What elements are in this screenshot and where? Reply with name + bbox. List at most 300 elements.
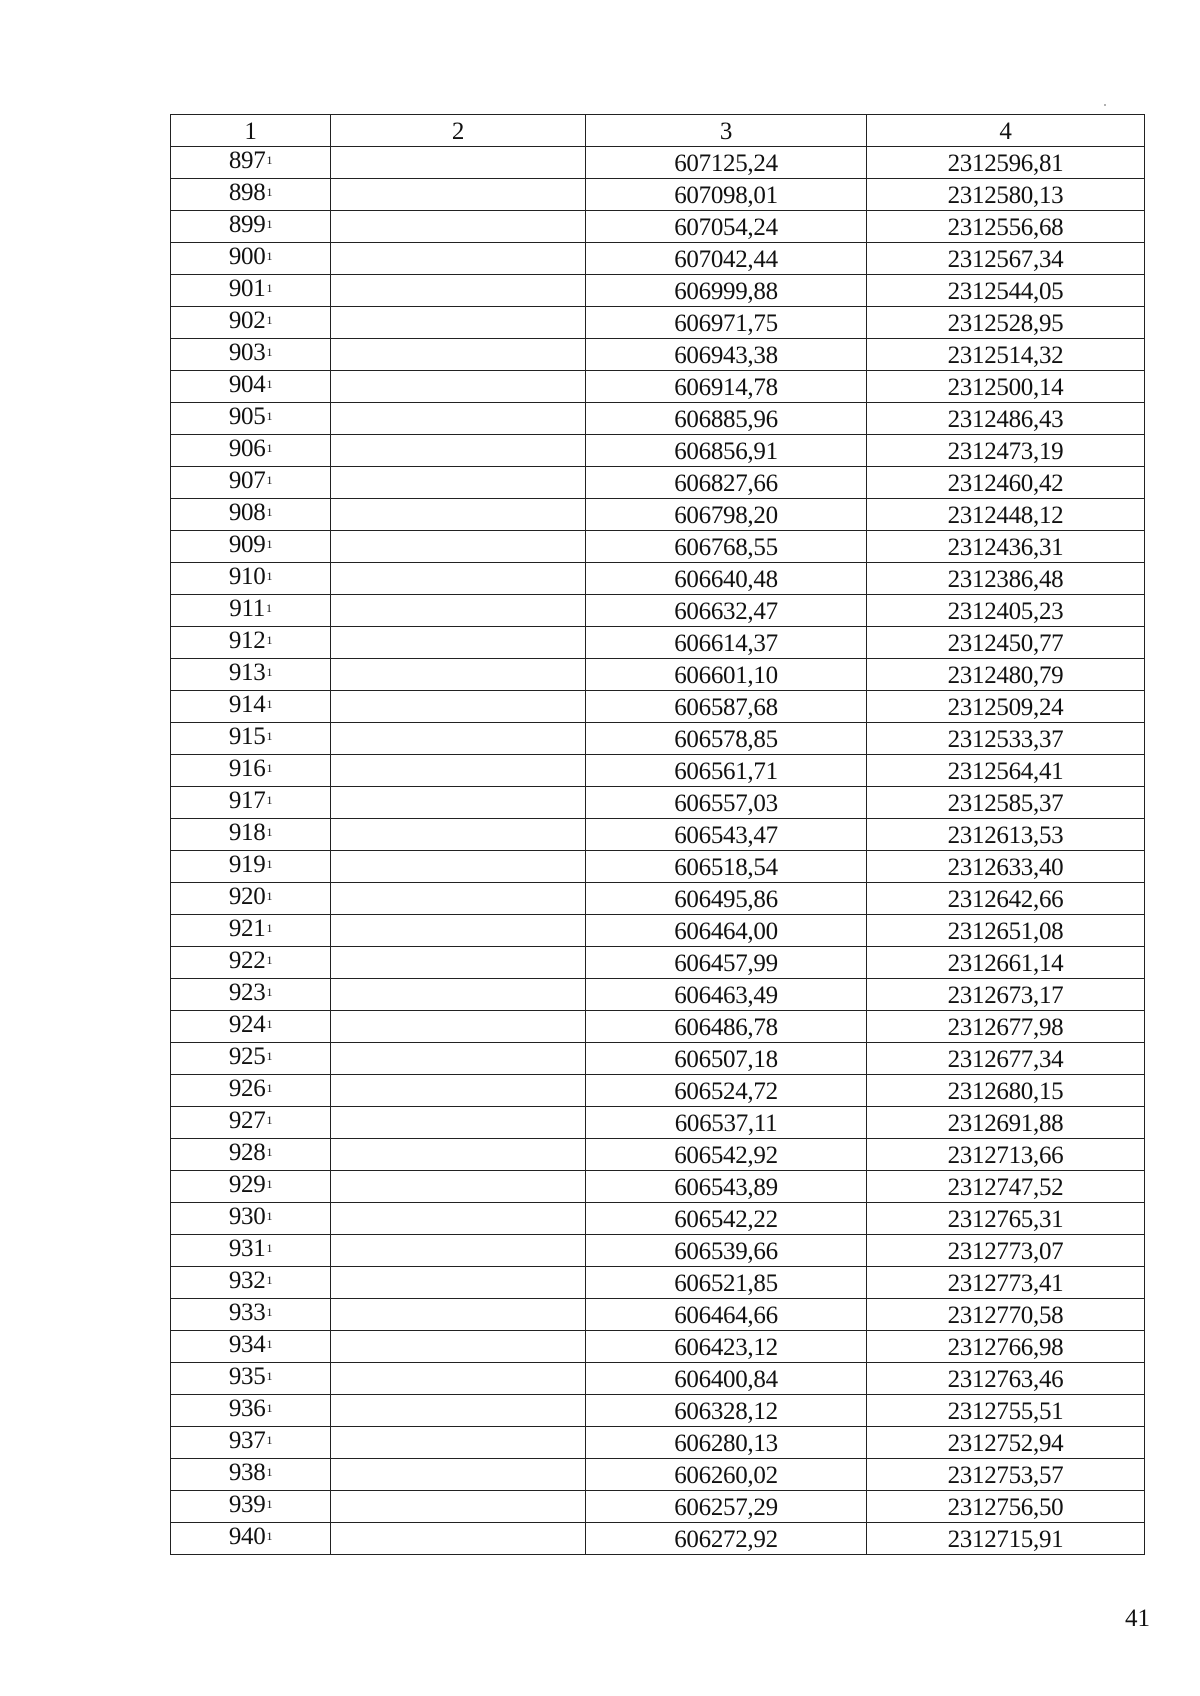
point-number-superscript: 1: [266, 985, 273, 999]
point-number: 929: [228, 1171, 266, 1198]
point-number: 902: [228, 307, 266, 334]
page-number: 41: [1125, 1605, 1150, 1632]
x-coordinate-cell: 606640,48: [586, 563, 867, 595]
table-row: [171, 723, 1145, 755]
point-number-superscript: 1: [266, 441, 273, 455]
point-number-superscript: 1: [266, 857, 273, 871]
col2-cell: [331, 1107, 586, 1139]
point-number-cell: [171, 627, 331, 659]
table-row: [171, 531, 1145, 563]
col2-cell: [331, 339, 586, 371]
x-coordinate-cell: 606457,99: [586, 947, 867, 979]
col2-cell: [331, 1459, 586, 1491]
point-number-superscript: 1: [266, 1081, 273, 1095]
point-number: 899: [228, 211, 266, 238]
point-number-superscript: 1: [266, 537, 273, 551]
point-number-cell: [171, 211, 331, 243]
point-number: 914: [228, 691, 266, 718]
x-coordinate-cell: 606423,12: [586, 1331, 867, 1363]
table-row: [171, 1395, 1145, 1427]
col2-cell: [331, 1395, 586, 1427]
point-number-cell: [171, 563, 331, 595]
x-coordinate-cell: 606539,66: [586, 1235, 867, 1267]
table-row: [171, 851, 1145, 883]
point-number: 904: [228, 371, 266, 398]
y-coordinate-cell: 2312766,98: [867, 1331, 1145, 1363]
point-number-cell: [171, 1267, 331, 1299]
y-coordinate-cell: 2312661,14: [867, 947, 1145, 979]
point-number-cell: [171, 467, 331, 499]
point-number-superscript: 1: [266, 1369, 273, 1383]
col2-cell: [331, 1299, 586, 1331]
col2-cell: [331, 691, 586, 723]
table-row: [171, 307, 1145, 339]
point-number-superscript: 1: [266, 1049, 273, 1063]
point-number-cell: [171, 1363, 331, 1395]
col2-cell: [331, 435, 586, 467]
y-coordinate-cell: 2312596,81: [867, 147, 1145, 179]
point-number: 936: [228, 1395, 266, 1422]
point-number: 921: [228, 915, 266, 942]
col2-cell: [331, 531, 586, 563]
col2-cell: [331, 1523, 586, 1555]
point-number-superscript: 1: [266, 569, 273, 583]
point-number-cell: [171, 1395, 331, 1427]
point-number-superscript: 1: [266, 249, 273, 263]
point-number: 916: [228, 755, 266, 782]
x-coordinate-cell: 606587,68: [586, 691, 867, 723]
table-row: [171, 1011, 1145, 1043]
col2-cell: [331, 915, 586, 947]
x-coordinate-cell: 606542,92: [586, 1139, 867, 1171]
x-coordinate-cell: 606943,38: [586, 339, 867, 371]
x-coordinate-cell: 606400,84: [586, 1363, 867, 1395]
point-number-cell: [171, 915, 331, 947]
col2-cell: [331, 467, 586, 499]
point-number-cell: [171, 1459, 331, 1491]
point-number-superscript: 1: [266, 217, 273, 231]
col2-cell: [331, 1427, 586, 1459]
y-coordinate-cell: 2312642,66: [867, 883, 1145, 915]
point-number: 924: [228, 1011, 266, 1038]
col2-cell: [331, 243, 586, 275]
y-coordinate-cell: 2312753,57: [867, 1459, 1145, 1491]
y-coordinate-cell: 2312436,31: [867, 531, 1145, 563]
point-number: 907: [228, 467, 266, 494]
x-coordinate-cell: 606856,91: [586, 435, 867, 467]
point-number-superscript: 1: [266, 505, 273, 519]
table-row: [171, 1171, 1145, 1203]
point-number: 932: [228, 1267, 266, 1294]
x-coordinate-cell: 606561,71: [586, 755, 867, 787]
point-number-superscript: 1: [266, 1209, 273, 1223]
table-row: [171, 1267, 1145, 1299]
point-number: 926: [228, 1075, 266, 1102]
y-coordinate-cell: 2312500,14: [867, 371, 1145, 403]
x-coordinate-cell: 606542,22: [586, 1203, 867, 1235]
col2-cell: [331, 1363, 586, 1395]
x-coordinate-cell: 606507,18: [586, 1043, 867, 1075]
x-coordinate-cell: 606272,92: [586, 1523, 867, 1555]
x-coordinate-cell: 606601,10: [586, 659, 867, 691]
point-number-cell: [171, 851, 331, 883]
x-coordinate-cell: 606537,11: [586, 1107, 867, 1139]
table-row: [171, 819, 1145, 851]
point-number-cell: [171, 1171, 331, 1203]
point-number-superscript: 1: [266, 1305, 273, 1319]
point-number: 913: [228, 659, 266, 686]
point-number: 897: [228, 147, 266, 174]
point-number: 910: [228, 563, 266, 590]
col2-cell: [331, 851, 586, 883]
point-number-cell: [171, 659, 331, 691]
point-number: 912: [228, 627, 266, 654]
point-number: 938: [228, 1459, 266, 1486]
y-coordinate-cell: 2312755,51: [867, 1395, 1145, 1427]
col2-cell: [331, 307, 586, 339]
point-number-superscript: 1: [266, 921, 273, 935]
point-number-cell: [171, 883, 331, 915]
point-number-cell: [171, 595, 331, 627]
table-row: [171, 1363, 1145, 1395]
y-coordinate-cell: 2312770,58: [867, 1299, 1145, 1331]
x-coordinate-cell: 606524,72: [586, 1075, 867, 1107]
col2-cell: [331, 947, 586, 979]
point-number-superscript: 1: [266, 1113, 273, 1127]
point-number-superscript: 1: [266, 345, 273, 359]
point-number-superscript: 1: [266, 825, 273, 839]
table-row: [171, 275, 1145, 307]
point-number-cell: [171, 755, 331, 787]
point-number-cell: [171, 691, 331, 723]
col2-cell: [331, 883, 586, 915]
point-number-superscript: 1: [266, 1497, 273, 1511]
point-number: 928: [228, 1139, 266, 1166]
point-number-cell: [171, 243, 331, 275]
col2-cell: [331, 1331, 586, 1363]
table-row: [171, 1235, 1145, 1267]
point-number: 922: [228, 947, 266, 974]
x-coordinate-cell: 606518,54: [586, 851, 867, 883]
table-row: [171, 1203, 1145, 1235]
table-row: [171, 787, 1145, 819]
col2-cell: [331, 563, 586, 595]
point-number: 925: [228, 1043, 266, 1070]
y-coordinate-cell: 2312405,23: [867, 595, 1145, 627]
col2-cell: [331, 499, 586, 531]
point-number: 919: [228, 851, 266, 878]
table-row: [171, 1043, 1145, 1075]
y-coordinate-cell: 2312673,17: [867, 979, 1145, 1011]
point-number-superscript: 1: [266, 313, 273, 327]
x-coordinate-cell: 606971,75: [586, 307, 867, 339]
y-coordinate-cell: 2312747,52: [867, 1171, 1145, 1203]
header-col-2: 2: [331, 115, 586, 147]
y-coordinate-cell: 2312613,53: [867, 819, 1145, 851]
y-coordinate-cell: 2312533,37: [867, 723, 1145, 755]
y-coordinate-cell: 2312756,50: [867, 1491, 1145, 1523]
col2-cell: [331, 1011, 586, 1043]
point-number-superscript: 1: [266, 1337, 273, 1351]
point-number-superscript: 1: [266, 793, 273, 807]
y-coordinate-cell: 2312509,24: [867, 691, 1145, 723]
x-coordinate-cell: 606280,13: [586, 1427, 867, 1459]
point-number: 920: [228, 883, 266, 910]
y-coordinate-cell: 2312680,15: [867, 1075, 1145, 1107]
col2-cell: [331, 403, 586, 435]
table-row: [171, 979, 1145, 1011]
table-row: [171, 659, 1145, 691]
x-coordinate-cell: 606521,85: [586, 1267, 867, 1299]
point-number-cell: [171, 819, 331, 851]
point-number: 931: [228, 1235, 266, 1262]
table-row: [171, 435, 1145, 467]
y-coordinate-cell: 2312544,05: [867, 275, 1145, 307]
col2-cell: [331, 211, 586, 243]
table-row: [171, 1459, 1145, 1491]
point-number-superscript: 1: [266, 1241, 273, 1255]
col2-cell: [331, 787, 586, 819]
point-number: 934: [228, 1331, 266, 1358]
table-row: [171, 1139, 1145, 1171]
point-number-cell: [171, 307, 331, 339]
point-number: 940: [228, 1523, 266, 1550]
y-coordinate-cell: 2312773,41: [867, 1267, 1145, 1299]
x-coordinate-cell: 606463,49: [586, 979, 867, 1011]
col2-cell: [331, 723, 586, 755]
x-coordinate-cell: 606798,20: [586, 499, 867, 531]
point-number: 898: [228, 179, 266, 206]
point-number-cell: [171, 947, 331, 979]
point-number-superscript: 1: [266, 1433, 273, 1447]
x-coordinate-cell: 606543,89: [586, 1171, 867, 1203]
point-number-cell: [171, 1107, 331, 1139]
y-coordinate-cell: 2312763,46: [867, 1363, 1145, 1395]
point-number-superscript: 1: [266, 889, 273, 903]
point-number-cell: [171, 339, 331, 371]
y-coordinate-cell: 2312580,13: [867, 179, 1145, 211]
table-row: [171, 371, 1145, 403]
point-number-cell: [171, 1235, 331, 1267]
header-col-1: 1: [171, 115, 331, 147]
x-coordinate-cell: 606999,88: [586, 275, 867, 307]
table-row: [171, 947, 1145, 979]
point-number: 939: [228, 1491, 266, 1518]
table-row: [171, 467, 1145, 499]
table-row: [171, 915, 1145, 947]
x-coordinate-cell: 606578,85: [586, 723, 867, 755]
point-number-cell: [171, 371, 331, 403]
point-number-cell: [171, 403, 331, 435]
point-number-cell: [171, 531, 331, 563]
point-number: 927: [228, 1107, 266, 1134]
x-coordinate-cell: 606543,47: [586, 819, 867, 851]
col2-cell: [331, 1235, 586, 1267]
col2-cell: [331, 979, 586, 1011]
x-coordinate-cell: 607098,01: [586, 179, 867, 211]
table-header-row: [171, 115, 1145, 147]
x-coordinate-cell: 606614,37: [586, 627, 867, 659]
col2-cell: [331, 627, 586, 659]
header-col-4: 4: [867, 115, 1145, 147]
point-number-cell: [171, 499, 331, 531]
header-col-3: 3: [586, 115, 867, 147]
table-row: [171, 755, 1145, 787]
point-number: 937: [228, 1427, 266, 1454]
col2-cell: [331, 1171, 586, 1203]
y-coordinate-cell: 2312448,12: [867, 499, 1145, 531]
point-number-superscript: 1: [266, 1529, 273, 1543]
table-row: [171, 211, 1145, 243]
point-number-cell: [171, 179, 331, 211]
table-row: [171, 179, 1145, 211]
point-number-cell: [171, 1043, 331, 1075]
col2-cell: [331, 371, 586, 403]
y-coordinate-cell: 2312752,94: [867, 1427, 1145, 1459]
point-number-superscript: 1: [266, 281, 273, 295]
y-coordinate-cell: 2312633,40: [867, 851, 1145, 883]
col2-cell: [331, 819, 586, 851]
point-number-superscript: 1: [266, 697, 273, 711]
point-number-superscript: 1: [266, 473, 273, 487]
point-number: 930: [228, 1203, 266, 1230]
col2-cell: [331, 147, 586, 179]
scan-speck: [1104, 104, 1106, 106]
table-row: [171, 883, 1145, 915]
table-row: [171, 1075, 1145, 1107]
col2-cell: [331, 1203, 586, 1235]
x-coordinate-cell: 606464,00: [586, 915, 867, 947]
x-coordinate-cell: 606486,78: [586, 1011, 867, 1043]
x-coordinate-cell: 606464,66: [586, 1299, 867, 1331]
x-coordinate-cell: 606260,02: [586, 1459, 867, 1491]
y-coordinate-cell: 2312713,66: [867, 1139, 1145, 1171]
table-row: [171, 1523, 1145, 1555]
point-number-cell: [171, 1523, 331, 1555]
point-number: 905: [228, 403, 266, 430]
point-number-cell: [171, 787, 331, 819]
point-number: 935: [228, 1363, 266, 1390]
point-number-cell: [171, 1011, 331, 1043]
point-number-superscript: 1: [266, 665, 273, 679]
point-number-superscript: 1: [266, 409, 273, 423]
col2-cell: [331, 1267, 586, 1299]
col2-cell: [331, 1491, 586, 1523]
point-number-cell: [171, 1427, 331, 1459]
table-row: [171, 243, 1145, 275]
point-number-cell: [171, 979, 331, 1011]
y-coordinate-cell: 2312460,42: [867, 467, 1145, 499]
table-row: [171, 627, 1145, 659]
y-coordinate-cell: 2312486,43: [867, 403, 1145, 435]
y-coordinate-cell: 2312450,77: [867, 627, 1145, 659]
x-coordinate-cell: 606632,47: [586, 595, 867, 627]
x-coordinate-cell: 606914,78: [586, 371, 867, 403]
point-number-cell: [171, 1299, 331, 1331]
x-coordinate-cell: 606885,96: [586, 403, 867, 435]
y-coordinate-cell: 2312585,37: [867, 787, 1145, 819]
point-number-cell: [171, 275, 331, 307]
table-row: [171, 339, 1145, 371]
y-coordinate-cell: 2312715,91: [867, 1523, 1145, 1555]
x-coordinate-cell: 606257,29: [586, 1491, 867, 1523]
x-coordinate-cell: 607042,44: [586, 243, 867, 275]
point-number-superscript: 1: [266, 633, 273, 647]
x-coordinate-cell: 606557,03: [586, 787, 867, 819]
point-number-cell: [171, 1203, 331, 1235]
point-number: 900: [228, 243, 266, 270]
point-number-superscript: 1: [266, 1177, 273, 1191]
col2-cell: [331, 275, 586, 307]
y-coordinate-cell: 2312567,34: [867, 243, 1145, 275]
col2-cell: [331, 755, 586, 787]
x-coordinate-cell: 607054,24: [586, 211, 867, 243]
table-row: [171, 403, 1145, 435]
y-coordinate-cell: 2312691,88: [867, 1107, 1145, 1139]
col2-cell: [331, 1075, 586, 1107]
y-coordinate-cell: 2312514,32: [867, 339, 1145, 371]
point-number-superscript: 1: [266, 185, 273, 199]
point-number-superscript: 1: [265, 601, 272, 615]
point-number: 917: [228, 787, 266, 814]
col2-cell: [331, 1139, 586, 1171]
y-coordinate-cell: 2312651,08: [867, 915, 1145, 947]
y-coordinate-cell: 2312773,07: [867, 1235, 1145, 1267]
table-row: [171, 563, 1145, 595]
x-coordinate-cell: 606768,55: [586, 531, 867, 563]
coordinates-table: [170, 114, 1145, 1555]
point-number-superscript: 1: [266, 1145, 273, 1159]
x-coordinate-cell: 606495,86: [586, 883, 867, 915]
x-coordinate-cell: 606827,66: [586, 467, 867, 499]
point-number-superscript: 1: [266, 1273, 273, 1287]
x-coordinate-cell: 607125,24: [586, 147, 867, 179]
table-row: [171, 1427, 1145, 1459]
y-coordinate-cell: 2312556,68: [867, 211, 1145, 243]
point-number-superscript: 1: [266, 761, 273, 775]
y-coordinate-cell: 2312528,95: [867, 307, 1145, 339]
point-number: 901: [228, 275, 266, 302]
table-row: [171, 595, 1145, 627]
point-number-superscript: 1: [266, 1401, 273, 1415]
y-coordinate-cell: 2312386,48: [867, 563, 1145, 595]
y-coordinate-cell: 2312677,34: [867, 1043, 1145, 1075]
y-coordinate-cell: 2312564,41: [867, 755, 1145, 787]
point-number: 918: [228, 819, 266, 846]
point-number-cell: [171, 723, 331, 755]
col2-cell: [331, 659, 586, 691]
point-number-cell: [171, 1075, 331, 1107]
table-row: [171, 1331, 1145, 1363]
point-number-cell: [171, 1331, 331, 1363]
x-coordinate-cell: 606328,12: [586, 1395, 867, 1427]
y-coordinate-cell: 2312480,79: [867, 659, 1145, 691]
y-coordinate-cell: 2312473,19: [867, 435, 1145, 467]
table-row: [171, 691, 1145, 723]
point-number-superscript: 1: [266, 1465, 273, 1479]
point-number-superscript: 1: [266, 1017, 273, 1031]
point-number-superscript: 1: [266, 953, 273, 967]
point-number-superscript: 1: [266, 153, 273, 167]
table-row: [171, 1491, 1145, 1523]
point-number-cell: [171, 147, 331, 179]
point-number-superscript: 1: [266, 729, 273, 743]
point-number: 903: [228, 339, 266, 366]
point-number: 911: [229, 595, 265, 622]
point-number: 909: [228, 531, 266, 558]
y-coordinate-cell: 2312677,98: [867, 1011, 1145, 1043]
point-number: 908: [228, 499, 266, 526]
